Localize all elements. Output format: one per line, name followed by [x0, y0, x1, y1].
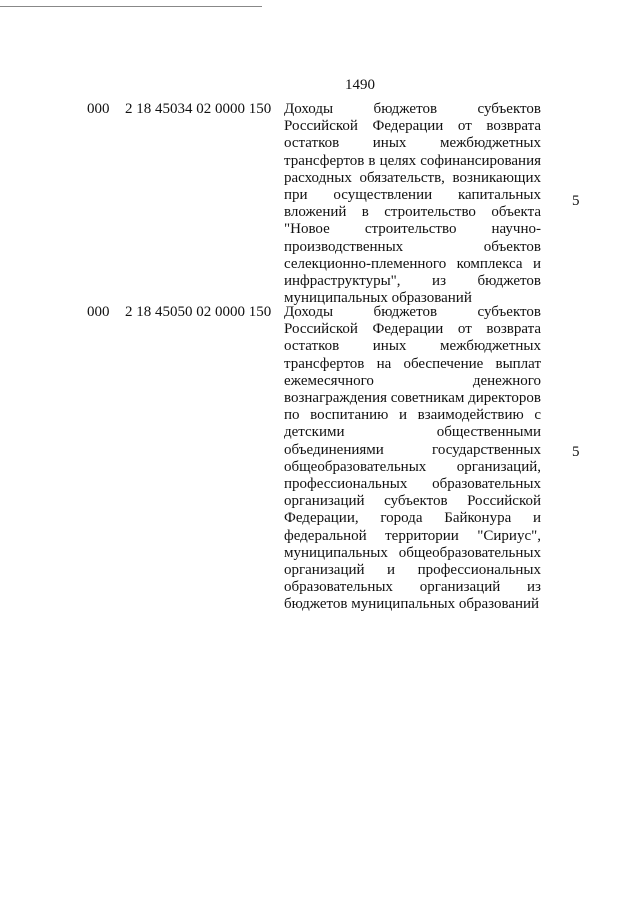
description-line: по воспитанию и взаимодействию с — [284, 407, 541, 424]
description-line: Российской Федерации от возврата — [284, 321, 541, 338]
admin-code: 000 — [87, 101, 110, 117]
description-line: вложений в строительство объекта — [284, 204, 541, 221]
row-description — [284, 304, 541, 614]
description-line: профессиональных образовательных — [284, 476, 541, 493]
description-line: детскими общественными — [284, 424, 541, 441]
description-line: образовательных организаций из — [284, 579, 541, 596]
description-line: федеральной территории "Сириус", — [284, 527, 541, 544]
description-line: Федерации, города Байконура и — [284, 510, 541, 527]
description-line: Российской Федерации от возврата — [284, 118, 541, 135]
description-line: трансфертов на обеспечение выплат — [284, 355, 541, 372]
description-line: муниципальных общеобразовательных — [284, 544, 541, 561]
budget-classification-code: 2 18 45050 02 0000 150 — [125, 304, 272, 320]
description-line: муниципальных образований — [284, 290, 472, 307]
description-line: "Новое строительство научно- — [284, 221, 541, 238]
description-line: трансфертов в целях софинансирования — [284, 152, 541, 169]
description-line: остатков иных межбюджетных — [284, 338, 541, 355]
description-line: вознаграждения советникам директоров — [284, 390, 541, 407]
description-line: при осуществлении капитальных — [284, 187, 541, 204]
description-line: организаций субъектов Российской — [284, 493, 541, 510]
budget-classification-code: 2 18 45034 02 0000 150 — [125, 101, 272, 117]
description-line: ежемесячного денежного — [284, 372, 541, 389]
table-row — [0, 304, 640, 619]
description-line: Доходы бюджетов субъектов — [284, 304, 541, 320]
table-row — [0, 101, 640, 311]
description-line: Доходы бюджетов субъектов — [284, 101, 541, 117]
description-line: организаций и профессиональных — [284, 562, 541, 579]
page-number: 1490 — [345, 77, 375, 93]
admin-code: 000 — [87, 304, 110, 320]
row-amount: 5 — [572, 193, 580, 209]
description-line: производственных объектов — [284, 238, 541, 255]
description-line: расходных обязательств, возникающих — [284, 169, 541, 186]
row-description — [284, 101, 541, 307]
description-line: объединениями государственных — [284, 441, 541, 458]
row-amount: 5 — [572, 444, 580, 460]
description-line: остатков иных межбюджетных — [284, 135, 541, 152]
description-line: инфраструктуры", из бюджетов — [284, 273, 541, 290]
description-line: общеобразовательных организаций, — [284, 458, 541, 475]
description-line: селекционно-племенного комплекса и — [284, 255, 541, 272]
top-rule — [0, 6, 262, 7]
description-line: бюджетов муниципальных образований — [284, 596, 540, 613]
